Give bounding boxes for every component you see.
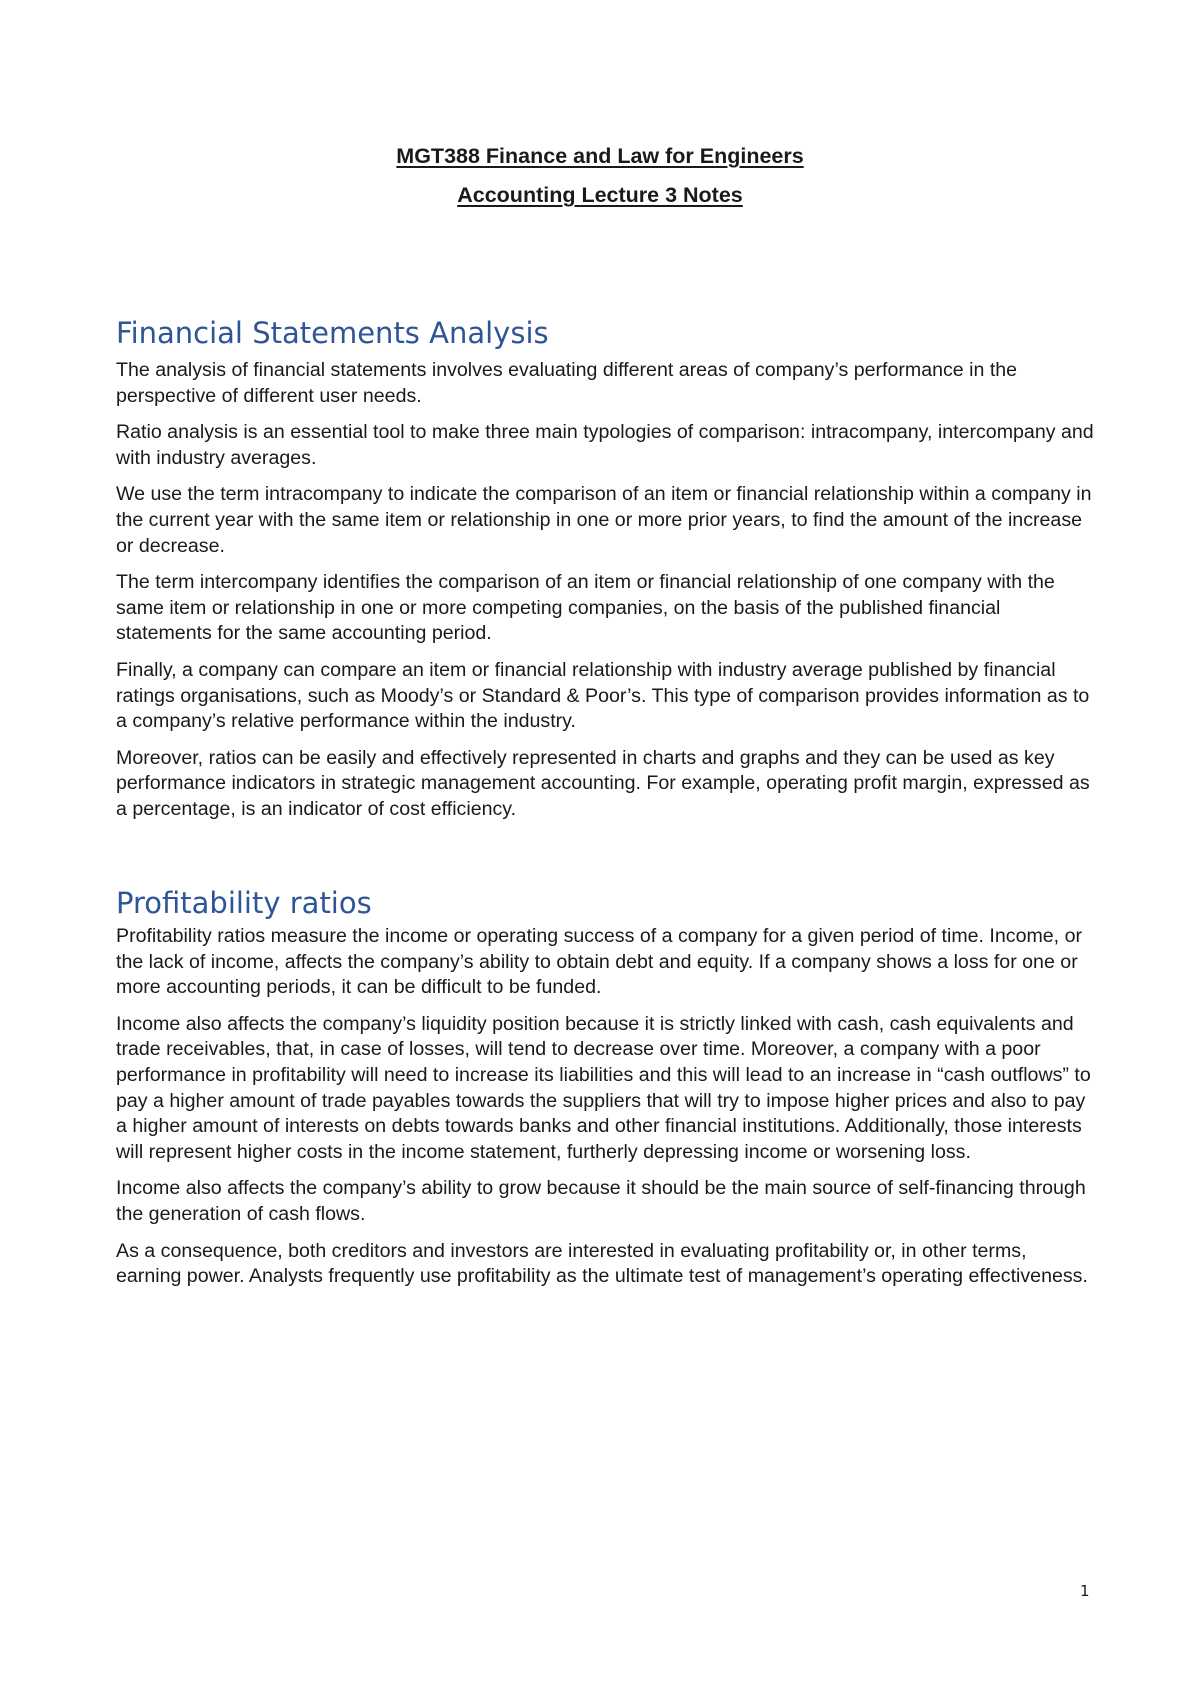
paragraph: Profitability ratios measure the income or operating success of a company for a given period of time. Income, or the lack of income, affects the company’s ability to obtain debt and equity. If a company shows a loss for one or more accounting periods, it can be difficult to be funded.: [116, 925, 1082, 999]
section-heading: Financial Statements Analysis: [116, 316, 549, 350]
page-number: 1: [1080, 1582, 1090, 1600]
paragraph: The analysis of financial statements involves evaluating different areas of company’s performance in the perspective of different user needs.: [116, 359, 1018, 407]
lecture-title: Accounting Lecture 3 Notes: [457, 183, 743, 207]
paragraph: Finally, a company can compare an item or financial relationship with industry average published by financial ratings organisations, such as Moody’s or Standard & Poor’s. This type of comparison provides information as to a company’s relative performance within the industry.: [116, 658, 1090, 733]
section-financial-statements-analysis: [116, 314, 1096, 834]
paragraph: Income also affects the company’s liquidity position because it is strictly linked with cash, cash equivalents and trade receivables, that, in case of losses, will tend to decrease over time. Moreover, a company with a poor performance in profitability will need to increase its liabilities and this will lead to an increase in “cash outflows” to pay a higher amount of trade payables towards the suppliers that will try to impose higher prices and also to pay a higher amount of interests on debts towards banks and other financial institutions. Additionally, those interests will represent higher costs in the income statement, furtherly depressing income or worsening loss.: [116, 1012, 1091, 1163]
paragraph: Income also affects the company’s ability to grow because it should be the main source of self-financing through the generation of cash flows.: [116, 1177, 1086, 1225]
paragraph: As a consequence, both creditors and investors are interested in evaluating profitability or, in other terms, earning power. Analysts frequently use profitability as the ultimate test of management’s operating effectiveness.: [116, 1239, 1088, 1288]
paragraph: Moreover, ratios can be easily and effectively represented in charts and graphs and they can be used as key performance indicators in strategic management accounting. For example, operating profit margin, expressed as a percentage, is an indicator of cost efficiency.: [116, 746, 1090, 820]
paragraph: Ratio analysis is an essential tool to make three main typologies of comparison: intracompany, intercompany and with industry averages.: [116, 421, 1094, 469]
paragraph: We use the term intracompany to indicate the comparison of an item or financial relationship within a company in the current year with the same item or relationship in one or more prior years, to find the amount of the increase or decrease.: [116, 483, 1092, 557]
section-heading: Profitability ratios: [116, 886, 372, 920]
paragraph: The term intercompany identifies the comparison of an item or financial relationship of one company with the same item or relationship in one or more competing companies, on the basis of the published financial statements for the same accounting period.: [116, 571, 1055, 645]
course-title: MGT388 Finance and Law for Engineers: [396, 144, 804, 168]
section-profitability-ratios: [116, 884, 1096, 1301]
